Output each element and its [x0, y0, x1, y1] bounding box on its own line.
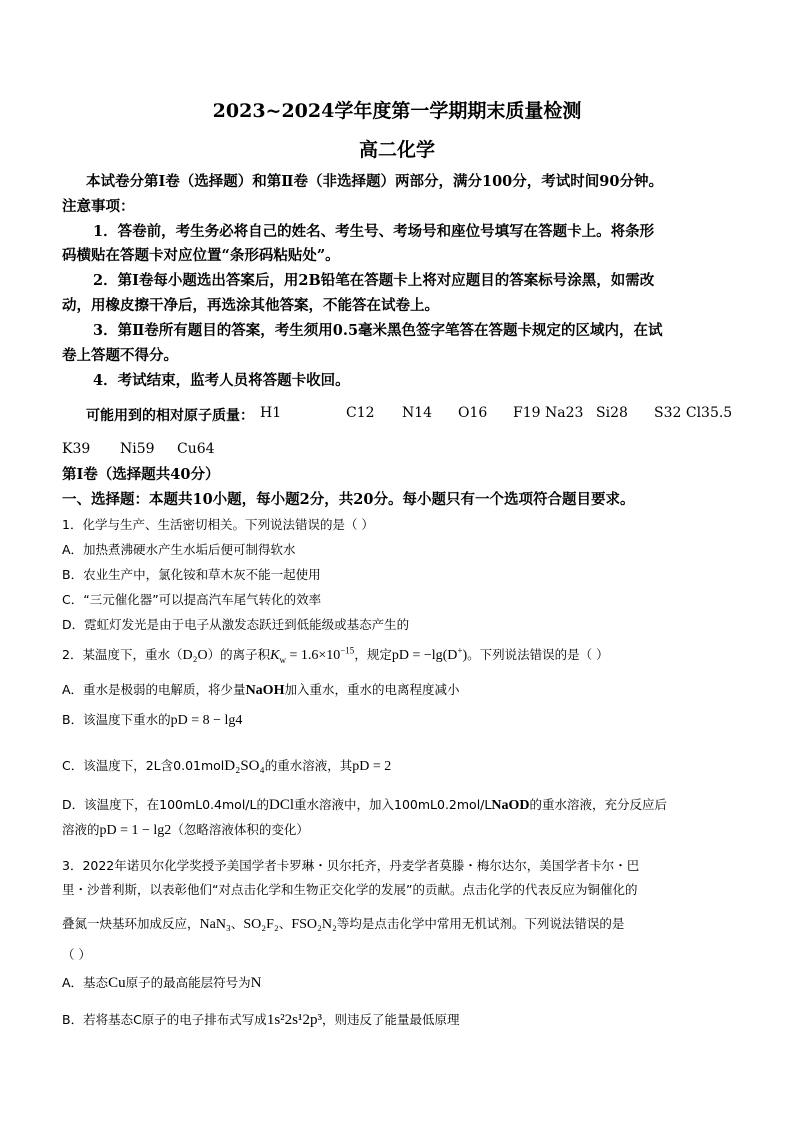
q2-d2so4: D₂SO₄ [224, 758, 265, 774]
q3-stem-line1: 3．2022年诺贝尔化学奖授予美国学者卡罗琳・贝尔托齐，丹麦学者莫滕・梅尔达尔，美国学者卡尔・巴 [62, 858, 640, 873]
q2-option-d-line1: D．该温度下，在100mL0.4mol/L的DCl重水溶液中，加入100mL0.2mol/LNaOD的重水溶液，充分反应后 [62, 797, 667, 813]
q3-cu: Cu [108, 975, 126, 991]
section1-title: 一、选择题：本题共10小题，每小题2分，共20分。每小题只有一个选项符合题目要求。 [62, 491, 635, 508]
atomic-mass-label: 可能用到的相对原子质量： [86, 408, 254, 424]
q2-option-c: C．该温度下，2L含0.01molD₂SO₄的重水溶液，其pD = 2 [62, 758, 392, 774]
q3-stem-line2: 里・沙普利斯，以表彰他们“对点击化学和生物正交化学的发展”的贡献。点击化学的代表反应为铜催化的 [62, 882, 638, 897]
q2-d-value: pD = 1 − lg2 [99, 823, 172, 838]
q2-naoh: NaOH [245, 683, 285, 698]
q1-option-b: B．农业生产中，氯化铵和草木灰不能一起使用 [62, 567, 321, 582]
note-2-line2: 动，用橡皮擦干净后，再选涂其他答案，不能答在试卷上。 [62, 297, 439, 314]
atomic-mass-si: Si28 [596, 405, 628, 421]
q3-option-b: B．若将基态C原子的电子排布式写成1s²2s¹2p³，则违反了能量最低原理 [62, 1012, 460, 1028]
note-4-line1: 4．考试结束，监考人员将答题卡收回。 [93, 372, 350, 389]
q2-stem: 2．某温度下，重水（D₂O）的离子积$K_w = 1.6\times 10^{-15}$，规定pD = −lg(D+)。下列说法错误的是（ ） [62, 645, 609, 665]
q1-option-d: D．霓虹灯发光是由于电子从激发态跃迁到低能级或基态产生的 [62, 617, 410, 632]
part1-title: 第Ⅰ卷（选择题共40分） [62, 466, 220, 483]
q2-c-value: pD = 2 [352, 759, 392, 774]
q3-reagent-so2f2: SO₂F₂ [243, 917, 279, 932]
q3-n: N [250, 975, 262, 991]
q3-stem-line3: 叠氮一炔基环加成反应，NaN₃、SO₂F₂、FSO₂N₂等均是点击化学中常用无机试剂。下列说法错误的是 [62, 916, 625, 932]
notes-title: 注意事项： [62, 198, 135, 215]
atomic-mass-cu: Cu64 [177, 441, 215, 457]
q2-b-value: pD = 8 − lg4 [170, 713, 243, 728]
q2-option-b: B．该温度下重水的pD = 8 − lg4 [62, 712, 243, 728]
atomic-mass-c: C12 [346, 405, 375, 421]
q3-stem-line4: （ ） [62, 947, 91, 962]
q2-option-a: A．重水是极弱的电解质，将少量NaOH加入重水，重水的电离程度减小 [62, 682, 460, 698]
q1-option-a: A．加热煮沸硬水产生水垢后便可制得软水 [62, 542, 296, 557]
q2-option-d-line2: 溶液的pD = 1 − lg2（忽略溶液体积的变化） [62, 822, 309, 838]
atomic-mass-n: N14 [402, 405, 433, 421]
subject-title: 高二化学 [358, 139, 435, 161]
note-1-line2: 码横贴在答题卡对应位置“条形码粘贴处”。 [62, 247, 340, 264]
note-2-line1: 2．第Ⅰ卷每小题选出答案后，用2B铅笔在答题卡上将对应题目的答案标号涂黑，如需改 [93, 272, 655, 289]
atomic-mass-h: H1 [260, 405, 282, 421]
q2-dcl: DCl [268, 797, 294, 813]
q3-reagent-nan3: NaN₃ [199, 917, 231, 932]
q3-reagent-fso2n2: FSO₂N₂ [291, 917, 337, 932]
q3-option-a: A．基态Cu原子的最高能层符号为N [62, 975, 262, 991]
atomic-mass-k: K39 [62, 441, 91, 457]
q2-pd-definition: pD = −lg(D+) [391, 645, 468, 663]
note-3-line2: 卷上答题不得分。 [62, 347, 178, 364]
q2-naod: NaOD [491, 798, 530, 813]
q2-kw: $K_w = 1.6\times 10^{-15}$ [270, 645, 355, 665]
atomic-mass-ni: Ni59 [120, 441, 155, 457]
q3-electron-config: 1s²2s¹2p³ [266, 1012, 322, 1028]
q2-heavy-water: D₂O [182, 648, 208, 663]
intro-text: 本试卷分第Ⅰ卷（选择题）和第Ⅱ卷（非选择题）两部分，满分100分，考试时间90分钟。 [86, 173, 663, 190]
atomic-mass-o: O16 [458, 405, 488, 421]
note-3-line1: 3．第Ⅱ卷所有题目的答案，考生须用0.5毫米黑色签字笔答在答题卡规定的区域内，在试 [93, 322, 663, 339]
exam-title: 2023~2024学年度第一学期期末质量检测 [212, 100, 582, 122]
q1-option-c: C．“三元催化器”可以提高汽车尾气转化的效率 [62, 592, 322, 607]
q1-stem: 1．化学与生产、生活密切相关。下列说法错误的是（ ） [62, 517, 374, 532]
atomic-mass-f-na: F19 Na23 [513, 405, 584, 421]
note-1-line1: 1．答卷前，考生务必将自己的姓名、考生号、考场号和座位号填写在答题卡上。将条形 [93, 223, 655, 240]
atomic-mass-s-cl: S32 Cl35.5 [654, 405, 733, 421]
